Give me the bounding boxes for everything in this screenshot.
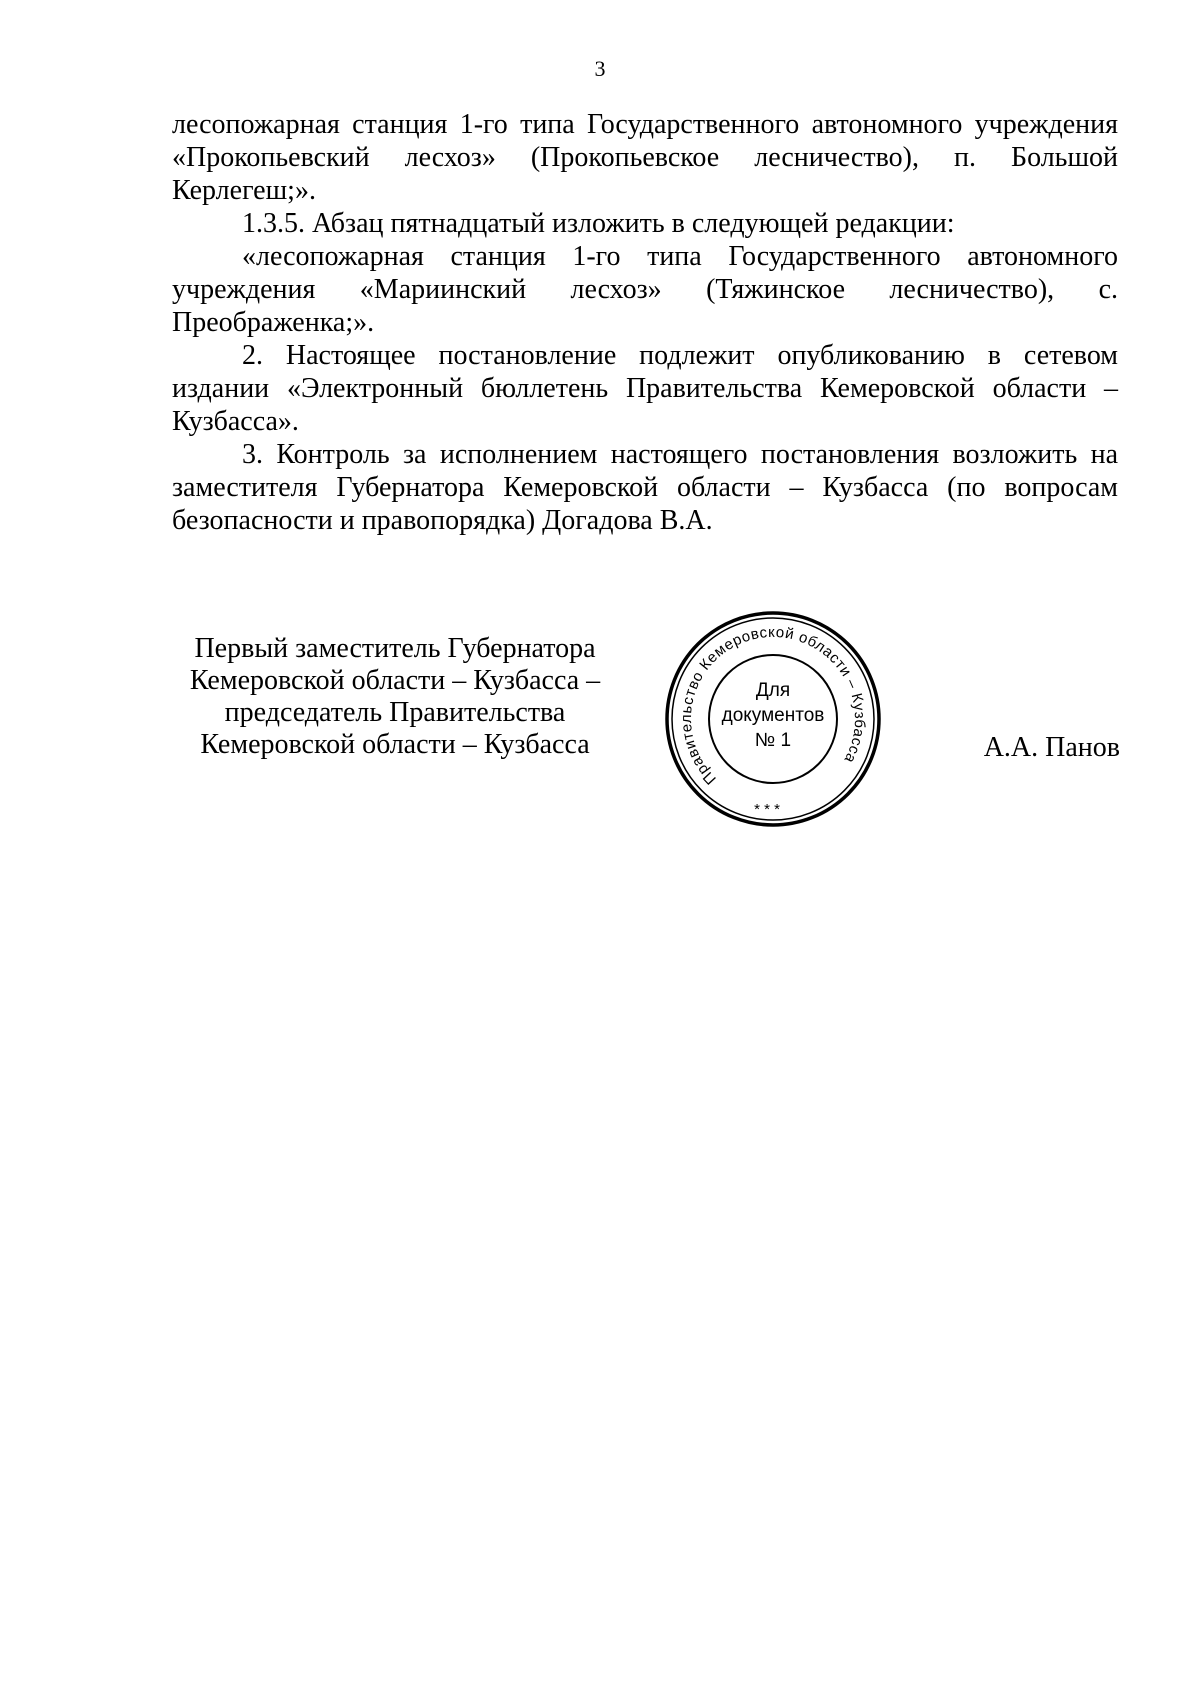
- stamp-ring-text: Правительство Кемеровской области – Кузбасса: [677, 623, 869, 788]
- official-stamp: [662, 608, 884, 830]
- signatory-title-line: председатель Правительства: [224, 697, 566, 728]
- paragraph: лесопожарная станция 1-го типа Государственного автономного учреждения «Прокопьевский лесхоз» (Прокопьевское лесничество), п. Большой Керлегеш;».: [172, 109, 1118, 206]
- signatory-name: А.А. Панов: [983, 732, 1120, 763]
- paragraph: 2. Настоящее постановление подлежит опубликованию в сетевом издании «Электронный бюллетень Правительства Кемеровской области – Кузбасса».: [172, 340, 1118, 437]
- paragraph: 1.3.5. Абзац пятнадцатый изложить в следующей редакции:: [242, 208, 955, 239]
- paragraph: «лесопожарная станция 1-го типа Государственного автономного учреждения «Мариинский лесхоз» (Тяжинское лесничество), с. Преображенка;».: [172, 241, 1118, 338]
- stamp-center-line: № 1: [754, 730, 792, 751]
- signatory-title-line: Кемеровской области – Кузбасса –: [189, 665, 601, 696]
- stamp-stars: * * *: [754, 801, 780, 818]
- stamp-center-line: Для: [755, 680, 791, 701]
- signatory-title: [150, 633, 640, 761]
- signatory-title-line: Первый заместитель Губернатора: [194, 633, 596, 664]
- page-number: 3: [594, 56, 606, 81]
- signatory-title-line: Кемеровской области – Кузбасса: [200, 729, 590, 760]
- paragraph: 3. Контроль за исполнением настоящего постановления возложить на заместителя Губернатора Кемеровской области – Кузбасса (по вопросам безопасности и правопорядка) Догадова В.А.: [172, 439, 1118, 536]
- document-body: [172, 108, 1118, 537]
- stamp-center-line: документов: [721, 705, 825, 726]
